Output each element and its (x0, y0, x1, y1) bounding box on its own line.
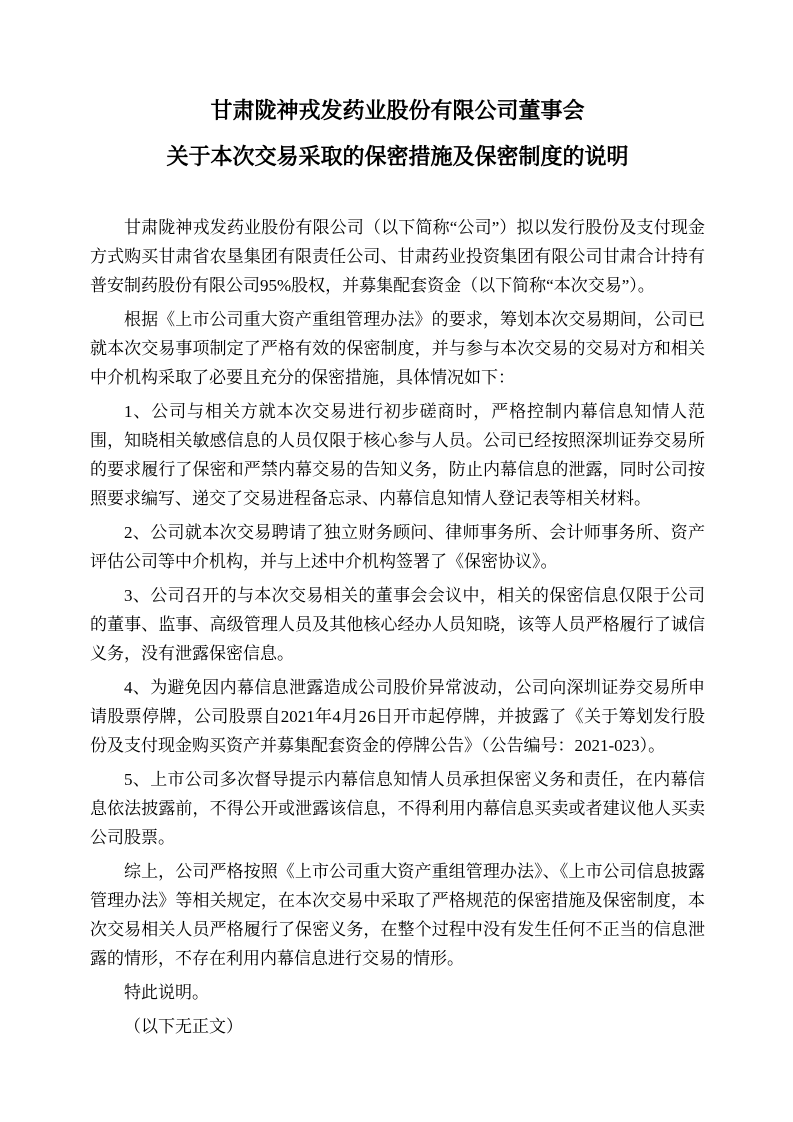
paragraph-no-body-below: （以下无正文） (124, 1017, 243, 1036)
measure-item-2: 2、公司就本次交易聘请了独立财务顾问、律师事务所、会计师事务所、资产评估公司等中介机构，并与上述中介机构签署了《保密协议》。 (90, 523, 705, 571)
document-title-line-1: 甘肃陇神戎发药业股份有限公司董事会 (210, 98, 585, 123)
measure-item-3: 3、公司召开的与本次交易相关的董事会会议中，相关的保密信息仅限于公司的董事、监事、高级管理人员及其他核心经办人员知晓，该等人员严格履行了诚信义务，没有泄露保密信息。 (90, 586, 705, 663)
paragraph-intro: 甘肃陇神戎发药业股份有限公司（以下简称“公司”）拟以发行股份及支付现金方式购买甘肃省农垦集团有限责任公司、甘肃药业投资集团有限公司甘肃合计持有普安制药股份有限公司95%股权，并募集配套资金（以下简称“本次交易”）。 (90, 218, 705, 295)
paragraph-closing-statement: 特此说明。 (124, 983, 209, 1002)
paragraph-basis: 根据《上市公司重大资产重组管理办法》的要求，筹划本次交易期间，公司已就本次交易事项制定了严格有效的保密制度，并与参与本次交易的交易对方和相关中介机构采取了必要且充分的保密措施，具体情况如下： (90, 310, 705, 387)
document-body (90, 213, 705, 1041)
measure-item-4: 4、为避免因内幕信息泄露造成公司股价异常波动，公司向深圳证券交易所申请股票停牌，公司股票自2021年4月26日开市起停牌，并披露了《关于筹划发行股份及支付现金购买资产并募集配套资金的停牌公告》（公告编号：2021-023）。 (90, 678, 705, 755)
document-title-line-2: 关于本次交易采取的保密措施及保密制度的说明 (166, 144, 629, 169)
paragraph-conclusion: 综上，公司严格按照《上市公司重大资产重组管理办法》、《上市公司信息披露管理办法》等相关规定，在本次交易中采取了严格规范的保密措施及保密制度，本次交易相关人员严格履行了保密义务，在整个过程中没有发生任何不正当的信息泄露的情形，不存在利用内幕信息进行交易的情形。 (90, 862, 705, 968)
measure-item-5: 5、上市公司多次督导提示内幕信息知情人员承担保密义务和责任，在内幕信息依法披露前，不得公开或泄露该信息，不得利用内幕信息买卖或者建议他人买卖公司股票。 (90, 770, 705, 847)
document-title (90, 88, 705, 180)
measure-item-1: 1、公司与相关方就本次交易进行初步磋商时，严格控制内幕信息知情人范围，知晓相关敏感信息的人员仅限于核心参与人员。公司已经按照深圳证券交易所的要求履行了保密和严禁内幕交易的告知义务，防止内幕信息的泄露，同时公司按照要求编写、递交了交易进程备忘录、内幕信息知情人登记表等相关材料。 (90, 402, 705, 508)
